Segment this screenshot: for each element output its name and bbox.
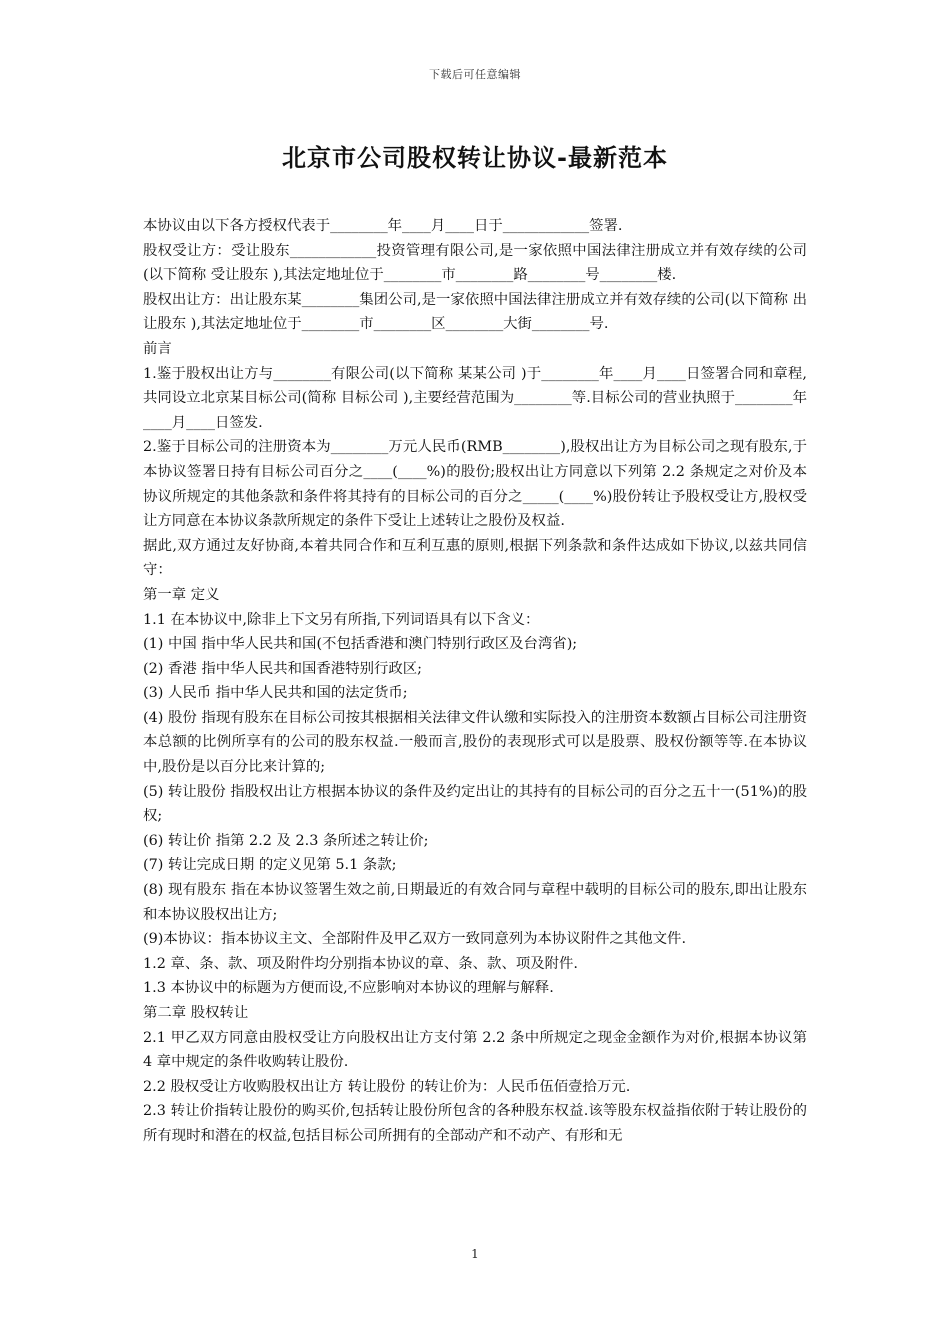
paragraph: 1.鉴于股权出让方与________有限公司(以下简称 某某公司 )于________年____月____日签署合同和章程,共同设立北京某目标公司(简称 目标公司 ),主要经营范围为________等.目标公司的营业执照于________年____月____日签发. bbox=[143, 365, 807, 431]
paragraph: 据此,双方通过友好协商,本着共同合作和互利互惠的原则,根据下列条款和条件达成如下协议,以兹共同信守： bbox=[143, 537, 807, 579]
chapter-heading: 第二章 股权转让 bbox=[143, 1005, 249, 1021]
document-title: 北京市公司股权转让协议-最新范本 bbox=[282, 144, 668, 172]
definition-item: (5) 转让股份 指股权出让方根据本协议的条件及约定出让的其持有的目标公司的百分之五十一(51%)的股权; bbox=[143, 783, 807, 825]
clause: 2.2 股权受让方收购股权出让方 转让股份 的转让价为：人民币伍佰壹拾万元. bbox=[143, 1078, 631, 1095]
definition-item: (9)本协议：指本协议主文、全部附件及甲乙双方一致同意列为本协议附件之其他文件. bbox=[143, 931, 687, 948]
paragraph: 股权受让方：受让股东____________投资管理有限公司,是一家依照中国法律注册成立并有效存续的公司(以下简称 受让股东 ),其法定地址位于________市________路________号________楼. bbox=[143, 242, 807, 284]
clause: 1.2 章、条、款、项及附件均分别指本协议的章、条、款、项及附件. bbox=[143, 955, 578, 972]
definition-item: (8) 现有股东 指在本协议签署生效之前,日期最近的有效合同与章程中载明的目标公司的股东,即出让股东和本协议股权出让方; bbox=[143, 882, 807, 923]
definition-item: (4) 股份 指现有股东在目标公司按其根据相关法律文件认缴和实际投入的注册资本数额占目标公司注册资本总额的比例所享有的公司的股东权益.一般而言,股份的表现形式可以是股票、股权份额等等.在本协议中,股份是以百分比来计算的; bbox=[143, 709, 807, 776]
paragraph: 股权出让方：出让股东某________集团公司,是一家依照中国法律注册成立并有效存续的公司(以下简称 出让股东 ),其法定地址位于________市________区________大街________号. bbox=[143, 291, 807, 333]
clause: 1.1 在本协议中,除非上下文另有所指,下列词语具有以下含义： bbox=[143, 611, 540, 628]
definition-item: (1) 中国 指中华人民共和国(不包括香港和澳门特别行政区及台湾省); bbox=[143, 636, 578, 653]
document-body bbox=[143, 214, 807, 1149]
chapter-heading: 第一章 定义 bbox=[143, 586, 220, 603]
paragraph: 本协议由以下各方授权代表于________年____月____日于____________签署. bbox=[143, 218, 623, 234]
clause: 1.3 本协议中的标题为方便而设,不应影响对本协议的理解与解释. bbox=[143, 980, 554, 997]
clause: 2.1 甲乙双方同意由股权受让方向股权出让方支付第 2.2 条中所规定之现金金额作为对价,根据本协议第 4 章中规定的条件收购转让股份. bbox=[143, 1029, 807, 1071]
section-heading: 前言 bbox=[143, 340, 172, 357]
definition-item: (7) 转让完成日期 的定义见第 5.1 条款; bbox=[143, 857, 397, 874]
definition-item: (2) 香港 指中华人民共和国香港特别行政区; bbox=[143, 660, 423, 677]
clause: 2.3 转让价指转让股份的购买价,包括转让股份所包含的各种股东权益.该等股东权益指依附于转让股份的所有现时和潜在的权益,包括目标公司所拥有的全部动产和不动产、有形和无 bbox=[143, 1103, 807, 1144]
definition-item: (6) 转让价 指第 2.2 及 2.3 条所述之转让价; bbox=[143, 832, 429, 849]
paragraph: 2.鉴于目标公司的注册资本为________万元人民币(RMB________),股权出让方为目标公司之现有股东,于本协议签署日持有目标公司百分之____(____%)的股份;股权出让方同意以下列第 2.2 条规定之对价及本协议所规定的其他条款和条件将其持有的目标公司的百分之_____(____%)股份转让予股权受让方,股权受让方同意在本协议条款所规定的条件下受让上述转让之股份及权益. bbox=[143, 439, 807, 530]
definition-item: (3) 人民币 指中华人民共和国的法定货币; bbox=[143, 685, 408, 702]
page-number: 1 bbox=[471, 1247, 479, 1261]
header-note: 下载后可任意编辑 bbox=[429, 68, 521, 81]
